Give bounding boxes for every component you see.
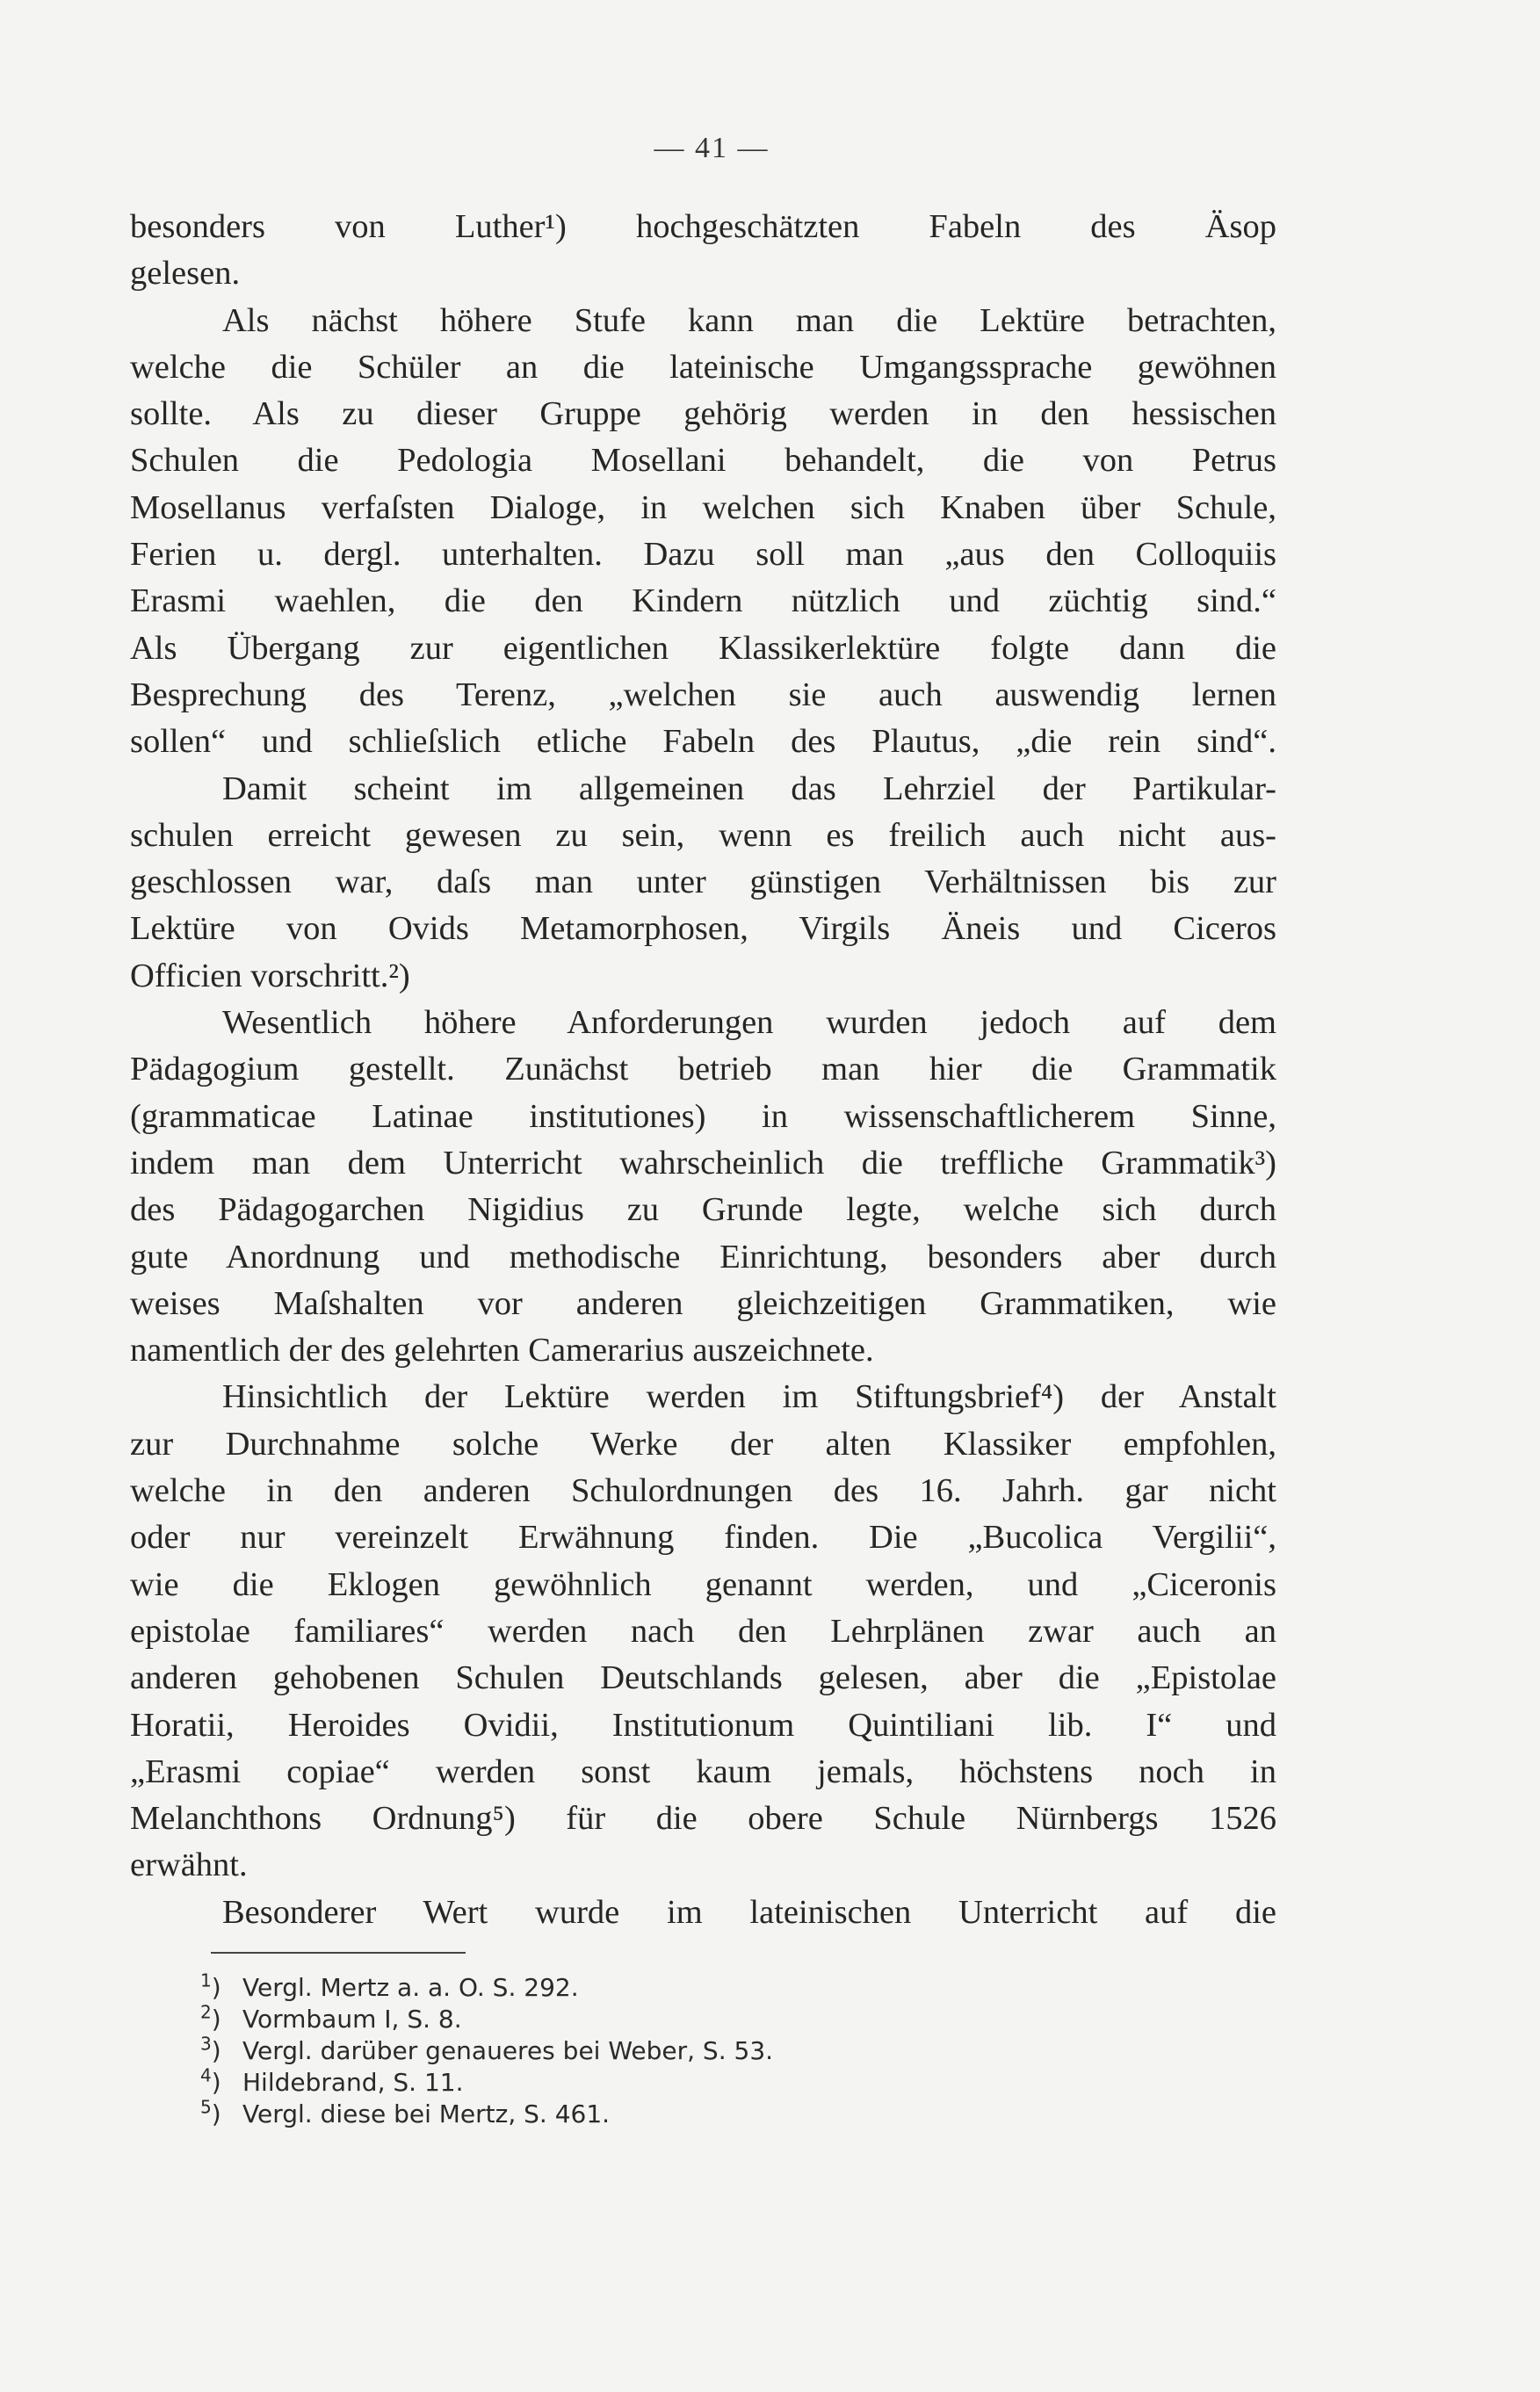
- text-line: welche die Schüler an die lateinische Umgangssprache gewöhnen: [130, 348, 1276, 386]
- text-line: gelesen.: [130, 255, 241, 293]
- footnote-mark: $^4$): [200, 2064, 221, 2097]
- text-line: namentlich der des gelehrten Camerarius auszeichnete.: [130, 1332, 874, 1369]
- text-line: Besonderer Wert wurde im lateinischen Unterricht auf die: [222, 1893, 1276, 1931]
- footnote-text: Vergl. Mertz a. a. O. S. 292.: [242, 1973, 579, 2002]
- footnote-text: Vergl. diese bei Mertz, S. 461.: [242, 2099, 611, 2128]
- footnote-text: Vergl. darüber genaueres bei Weber, S. 53.: [242, 2036, 774, 2065]
- text-line: zur Durchnahme solche Werke der alten Klassiker empfohlen,: [130, 1425, 1276, 1463]
- footnote: [200, 2064, 773, 2099]
- text-line: (grammaticae Latinae institutiones) in wissenschaftlicherem Sinne,: [130, 1097, 1276, 1135]
- text-line: epistolae familiares“ werden nach den Lehrplänen zwar auch an: [130, 1612, 1276, 1650]
- text-line: Ferien u. dergl. unterhalten. Dazu soll man „aus den Colloquiis: [130, 536, 1276, 574]
- footnote-text: Vormbaum I, S. 8.: [242, 2005, 462, 2034]
- text-line: erwähnt.: [130, 1846, 248, 1884]
- text-line: weises Maſshalten vor anderen gleichzeitigen Grammatiken, wie: [130, 1284, 1276, 1322]
- text-line: welche in den anderen Schulordnungen des 16. Jahrh. gar nicht: [130, 1472, 1276, 1510]
- text-line: schulen erreicht gewesen zu sein, wenn es freilich auch nicht aus-: [130, 816, 1276, 854]
- text-line: gute Anordnung und methodische Einrichtung, besonders aber durch: [130, 1238, 1276, 1275]
- text-line: oder nur vereinzelt Erwähnung finden. Die „Bucolica Vergilii“,: [130, 1519, 1276, 1557]
- footnote-text: Hildebrand, S. 11.: [242, 2068, 464, 2097]
- footnote: [200, 1969, 773, 2004]
- text-line: Besprechung des Terenz, „welchen sie auch auswendig lernen: [130, 676, 1276, 713]
- text-line: Damit scheint im allgemeinen das Lehrziel der Partikular-: [222, 770, 1276, 807]
- text-line: Schulen die Pedologia Mosellani behandelt, die von Petrus: [130, 442, 1276, 480]
- text-line: Lektüre von Ovids Metamorphosen, Virgils Äneis und Ciceros: [130, 910, 1276, 948]
- text-line: indem man dem Unterricht wahrscheinlich die treffliche Grammatik³): [130, 1144, 1276, 1182]
- text-line: anderen gehobenen Schulen Deutschlands gelesen, aber die „Epistolae: [130, 1659, 1276, 1697]
- text-line: geschlossen war, daſs man unter günstigen Verhältnissen bis zur: [130, 864, 1276, 901]
- text-line: „Erasmi copiae“ werden sonst kaum jemals, höchstens noch in: [130, 1752, 1276, 1790]
- text-line: Horatii, Heroides Ovidii, Institutionum Quintiliani lib. I“ und: [130, 1706, 1276, 1744]
- text-line: sollte. Als zu dieser Gruppe gehörig werden in den hessischen: [130, 395, 1276, 433]
- text-line: besonders von Luther¹) hochgeschätzten Fabeln des Äsop: [130, 208, 1276, 245]
- text-line: sollen“ und schlieſslich etliche Fabeln des Plautus, „die rein sind“.: [130, 723, 1276, 761]
- text-line: Als nächst höhere Stufe kann man die Lektüre betrachten,: [222, 301, 1276, 339]
- footnote-mark: $^2$): [200, 2001, 221, 2034]
- footnote: [200, 2096, 773, 2130]
- footnote: [200, 2035, 773, 2067]
- text-line: des Pädagogarchen Nigidius zu Grunde legte, welche sich durch: [130, 1191, 1276, 1229]
- text-line: Als Übergang zur eigentlichen Klassikerlektüre folgte dann die: [130, 629, 1276, 667]
- text-line: Hinsichtlich der Lektüre werden im Stiftungsbrief⁴) der Anstalt: [222, 1378, 1276, 1416]
- text-line: Erasmi waehlen, die den Kindern nützlich und züchtig sind.“: [130, 582, 1276, 620]
- footnote: [200, 2001, 773, 2035]
- page-number: — 41 —: [654, 132, 770, 164]
- footnotes: [200, 1969, 774, 2130]
- footnote-divider: [211, 1952, 466, 1954]
- footnote-mark: $^5$): [200, 2096, 221, 2128]
- text-line: Pädagogium gestellt. Zunächst betrieb man hier die Grammatik: [130, 1051, 1276, 1088]
- text-line: Wesentlich höhere Anforderungen wurden jedoch auf dem: [222, 1004, 1276, 1042]
- main-text: [130, 204, 1276, 1936]
- footnote-mark: $^3$): [200, 2033, 221, 2065]
- text-line: wie die Eklogen gewöhnlich genannt werden, und „Ciceronis: [130, 1565, 1276, 1603]
- text-line: Officien vorschritt.²): [130, 957, 410, 994]
- text-line: Mosellanus verfaſsten Dialoge, in welchen sich Knaben über Schule,: [130, 488, 1276, 526]
- footnote-mark: $^1$): [200, 1969, 221, 2002]
- text-line: Melanchthons Ordnung⁵) für die obere Schule Nürnbergs 1526: [130, 1800, 1276, 1838]
